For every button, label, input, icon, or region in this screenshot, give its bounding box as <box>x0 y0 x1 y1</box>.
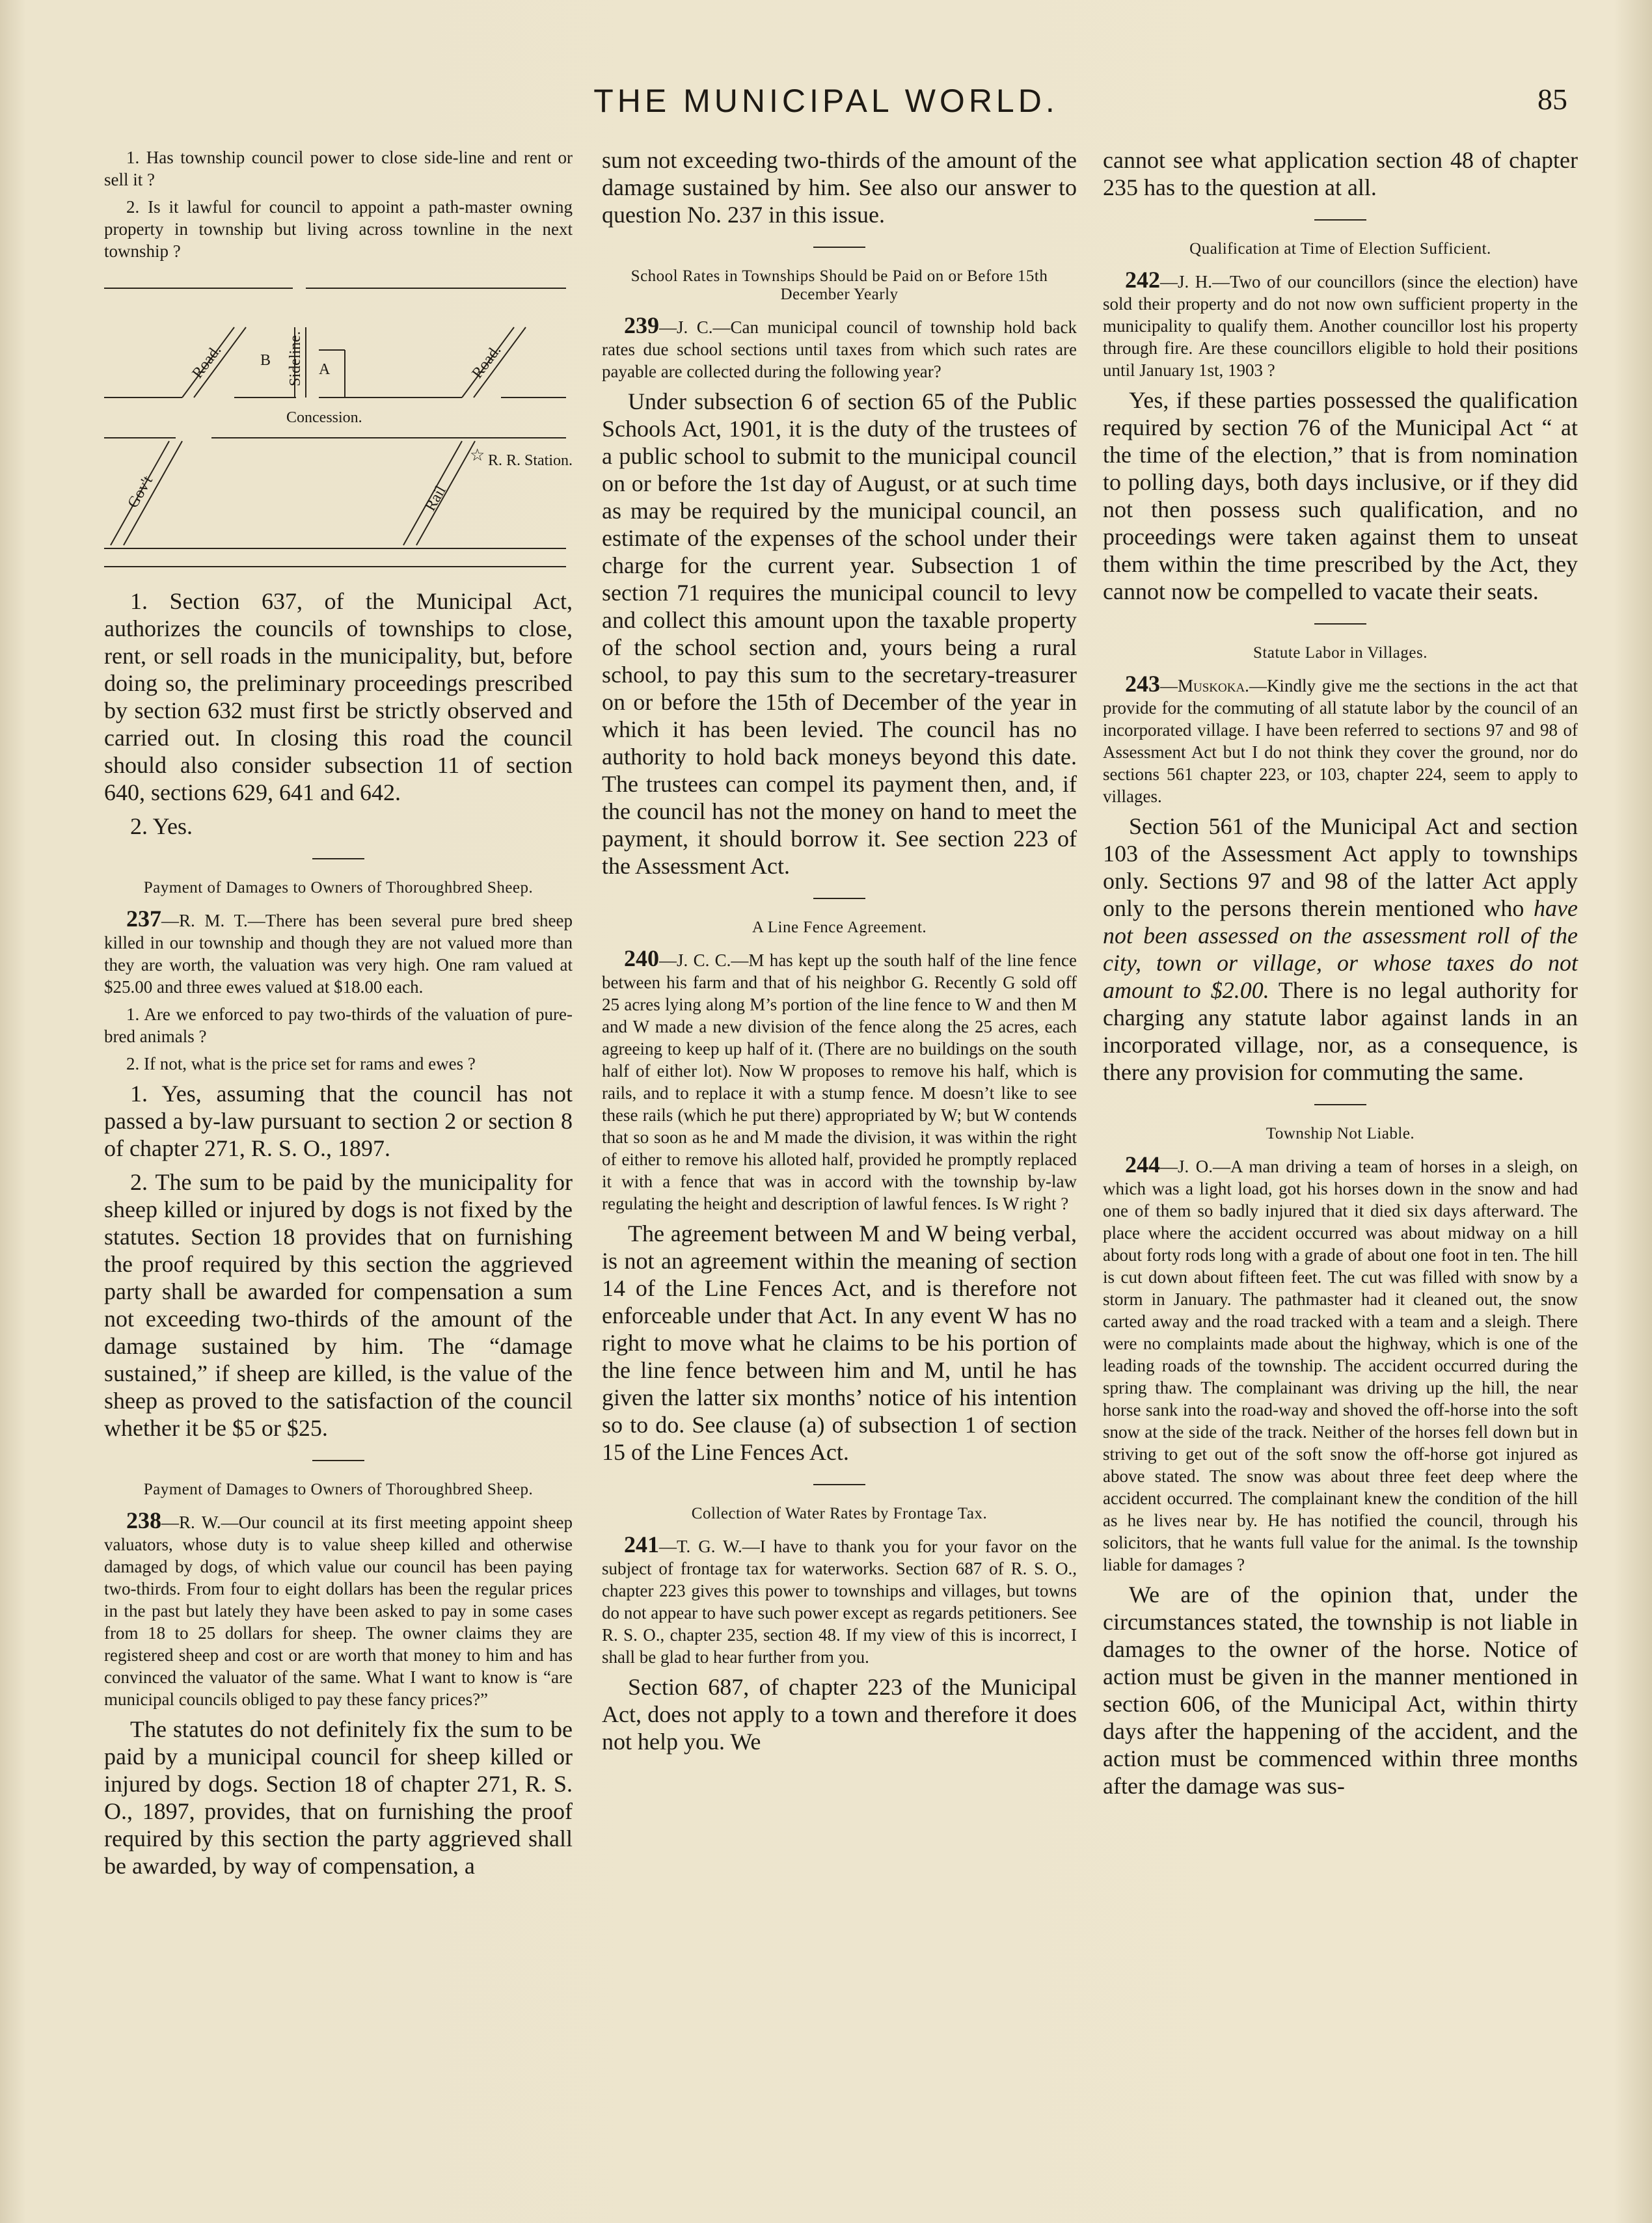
road-diagram <box>98 275 573 581</box>
diagram-label-concession: Concession. <box>286 409 362 426</box>
heading-239: School Rates in Townships Should be Paid on or Before 15th December Yearly <box>630 267 1048 303</box>
section-divider <box>312 1460 364 1461</box>
question-237-part-1: 1. Are we enforced to pay two-thirds of the valuation of pure-bred animals ? <box>104 1004 573 1046</box>
question-number: 240 <box>624 945 659 971</box>
question-intro-2: 2. Is it lawful for council to appoint a path-master owning property in township but living across townline in the next township ? <box>104 197 573 261</box>
publication-title: THE MUNICIPAL WORLD. <box>593 83 1059 119</box>
answer-243: Section 561 of the Municipal Act and section 103 of the Assessment Act apply to townships only. Sections 97 and 98 of the latter Act apply only to the persons therein mentioned who have not been assessed on the assessment roll of the city, town or village, or whose taxes do not amount to $2.00. There is no legal authority for charging any statute labor against lands in an incorporated village, nor, as a consequence, is there any provision for commuting the same. <box>1103 813 1578 1085</box>
question-number: 239 <box>624 312 659 338</box>
question-number: 243 <box>1125 671 1160 697</box>
column-2 <box>602 146 1077 1762</box>
diagram-label-road-right: Road. <box>468 342 505 382</box>
question-242: 242—J. H.—Two of our councillors (since the election) have sold their property and do not now own sufficient property in the municipality to qualify them. Another councillor lost his property through fire. Are these councillors eligible to hold their positions until January 1st, 1903 ? <box>1103 267 1578 380</box>
section-divider <box>813 247 865 248</box>
diagram-label-b: B <box>260 352 271 369</box>
question-241: 241—T. G. W.—I have to thank you for your favor on the subject of frontage tax for waterworks. Section 687 of R. S. O., chapter 223 gives this power to townships and villages, but towns do not appear to have such power except as regards petitioners. See R. S. O., chapter 235, section 48. If my view of this is incorrect, I shall be glad to hear further from you. <box>602 1531 1077 1667</box>
section-divider <box>1314 219 1366 221</box>
question-237: 237—R. M. T.—There has been several pure bred sheep killed in our township and though they are not valued more than they are worth, the valuation was very high. One ram valued at $25.00 and three ewes valued at $18.00 each. <box>104 906 573 997</box>
section-divider <box>1314 623 1366 625</box>
answer-239: Under subsection 6 of section 65 of the Public Schools Act, 1901, it is the duty of the trustees of a public school to submit to the municipal council on or before the 1st day of August, or at such time as may be required by the municipal council, an estimate of the expenses of the school under their charge for the current year. Subsection 1 of section 71 requires the municipal council to levy and collect this amount upon the taxable property of the school section and, yours being a rural school, to pay this sum to the secretary-treasurer on or before the 15th of December of the year in which it has been levied. The council has no authority to hold back moneys beyond this date. The trustees can compel its payment then, and, if the council has not the money on hand to meet the payment, it should borrow it. See section 223 of the Assessment Act. <box>602 388 1077 879</box>
question-number: 238 <box>126 1507 161 1533</box>
answer-241-continued: cannot see what application section 48 of chapter 235 has to the question at all. <box>1103 147 1578 200</box>
question-number: 242 <box>1125 267 1160 293</box>
diagram-label-station: R. R. Station. <box>488 452 573 469</box>
diagram-label-road-left: Road. <box>189 342 225 382</box>
page-header <box>0 77 1652 129</box>
answer-intro-2: 2. Yes. <box>130 813 193 839</box>
answer-240: The agreement between M and W being verbal, is not an agreement within the meaning of section 14 of the Line Fences Act, and is therefore not enforceable under that Act. In any event W has no right to move what he claims to be his portion of the line fence between him and M, until he has given the latter six months’ notice of his intention so to do. See clause (a) of subsection 1 of section 15 of the Line Fences Act. <box>602 1220 1077 1465</box>
heading-242: Qualification at Time of Election Sufficient. <box>1189 240 1491 258</box>
section-divider <box>1314 1104 1366 1105</box>
heading-243: Statute Labor in Villages. <box>1253 644 1428 662</box>
diagram-label-sideline: Sideline. <box>286 331 304 386</box>
section-divider <box>813 898 865 899</box>
section-divider <box>813 1484 865 1485</box>
correspondent-name: Muskoka. <box>1178 676 1249 695</box>
heading-237: Payment of Damages to Owners of Thoroughbred Sheep. <box>143 879 534 896</box>
heading-244: Township Not Liable. <box>1266 1125 1415 1142</box>
diagram-label-rail: Rail <box>422 483 450 515</box>
question-number: 237 <box>126 906 161 932</box>
section-divider <box>312 858 364 859</box>
question-244: 244—J. O.—A man driving a team of horses in a sleigh, on which was a light load, got his horses down in the snow and had one of them so badly injured that it died six days afterward. The place where the accident occurred was about midway on a hill about forty rods long with a grade of about one foot in ten. The hill is cut down about fifteen feet. The cut was filled with snow by a storm in January. The pathmaster had it cleaned out, the snow carted away and the road tracked with a team and a sleigh. There were no complaints made about the highway, which is one of the leading roads of the township. The accident occurred during the spring thaw. The complainant was driving up the hill, the near horse sank into the road-way and shoved the off-horse into the soft snow at the side of the track. Neither of the horses fell down but in striving to get out of the soft snow the off-horse got injured as above stated. The snow was about three feet deep where the accident occurred. The complainant knew the condition of the hill as he lives near by. He has notified the council, through his solicitors, that he wants full value for the animal. Is the township liable for damages ? <box>1103 1152 1578 1574</box>
question-238: 238—R. W.—Our council at its first meeting appoint sheep valuators, whose duty is to value sheep killed and otherwise damaged by dogs, of which value our council has been paying two-thirds. From four to eight dollars has been the regular prices in the past but lately they have been asked to pay in some cases from 18 to 25 dollars for sheep. The owner claims they are registered sheep and cost or are worth that money to him and has convinced the valuator of the same. What I want to know is “are municipal councils obliged to pay these fancy prices?” <box>104 1507 573 1709</box>
diagram-label-a: A <box>319 361 331 378</box>
question-243: 243—Muskoka.—Kindly give me the sections in the act that provide for the commuting of all statute labor by the council of an incorporated village. I have been referred to sections 97 and 98 of Assessment Act but I do not think they cover the ground, nor do sections 561 chapter 223, or 103, chapter 224, seem to apply to villages. <box>1103 671 1578 806</box>
station-marker-icon: ☆ <box>470 446 485 465</box>
question-237-part-2: 2. If not, what is the price set for rams and ewes ? <box>126 1054 476 1073</box>
heading-238: Payment of Damages to Owners of Thoroughbred Sheep. <box>143 1481 534 1498</box>
answer-241: Section 687, of chapter 223 of the Municipal Act, does not apply to a town and therefore it does not help you. We <box>602 1674 1077 1755</box>
answer-intro-1: 1. Section 637, of the Municipal Act, authorizes the councils of townships to close, rent, or sell roads in the municipality, but, before doing so, the preliminary proceedings prescribed by section 632 must first be strictly observed and carried out. In closing this road the council should also consider subsection 11 of section 640, sections 629, 641 and 642. <box>104 588 573 805</box>
column-3 <box>1103 146 1578 1806</box>
column-1 <box>104 146 573 1886</box>
answer-242: Yes, if these parties possessed the qualification required by section 76 of the Municipal Act “ at the time of the election,” that is from nomination to polling days, both days inclusive, or if they did not then possess such qualification, and no proceedings were taken against them to unseat them within the time prescribed by the Act, they cannot now be compelled to vacate their seats. <box>1103 387 1578 604</box>
question-number: 244 <box>1125 1152 1160 1178</box>
question-240: 240—J. C. C.—M has kept up the south half of the line fence between his farm and that of his neighbor G. Recently G sold off 25 acres lying along M’s portion of the line fence to W and then M and W made a new division of the fence along the 25 acres, each agreeing to keep up half of it. (There are no buildings on the south half of either lot). Now W proposes to remove his half, which is rails, and to replace it with a stump fence. M doesn’t like to see these rails (which he put there) appropriated by W; but W contends that so soon as he and M made the division, it was within the right of either to remove his alloted half, provided he promptly replaced it with a fence that was in accord with the township by-law regulating the height and description of lawful fences. Is W right ? <box>602 945 1077 1213</box>
answer-237-part-1: 1. Yes, assuming that the council has not passed a by-law pursuant to section 2 or section 8 of chapter 271, R. S. O., 1897. <box>104 1081 573 1161</box>
answer-237-part-2: 2. The sum to be paid by the municipality for sheep killed or injured by dogs is not fixed by the statutes. Section 18 provides that on furnishing the proof required by this section the aggrieved party shall be awarded for compensation a sum not exceeding two-thirds of the amount of the damage sustained by him. The “damage sustained,” if sheep are killed, is the value of the sheep as proved to the satisfaction of the council whether it be $5 or $25. <box>104 1169 573 1441</box>
answer-244: We are of the opinion that, under the circumstances stated, the township is not liable in damages to the owner of the horse. Notice of action must be given in the manner mentioned in section 606, of the Municipal Act, within thirty days after the happening of the accident, and the action must be commenced within three months after the damage was sus- <box>1103 1582 1578 1799</box>
diagram-label-govt: Gov't <box>124 473 157 511</box>
question-intro-1: 1. Has township council power to close side-line and rent or sell it ? <box>104 148 573 189</box>
page-number: 85 <box>1537 83 1567 116</box>
answer-238: The statutes do not definitely fix the sum to be paid by a municipal council for sheep killed or injured by dogs. Section 18 of chapter 271, R. S. O., 1897, provides, that on furnishing the proof required by this section the party aggrieved shall be awarded, by way of compensation, a <box>104 1716 573 1879</box>
road-diagram-lines <box>98 275 573 581</box>
question-number: 241 <box>624 1531 659 1557</box>
answer-238-continued: sum not exceeding two-thirds of the amount of the damage sustained by him. See also our answer to question No. 237 in this issue. <box>602 147 1077 228</box>
question-239: 239—J. C.—Can municipal council of township hold back rates due school sections until taxes from which such rates are payable are collected during the following year? <box>602 312 1077 381</box>
heading-241: Collection of Water Rates by Frontage Tax. <box>691 1505 988 1522</box>
heading-240: A Line Fence Agreement. <box>752 919 927 936</box>
